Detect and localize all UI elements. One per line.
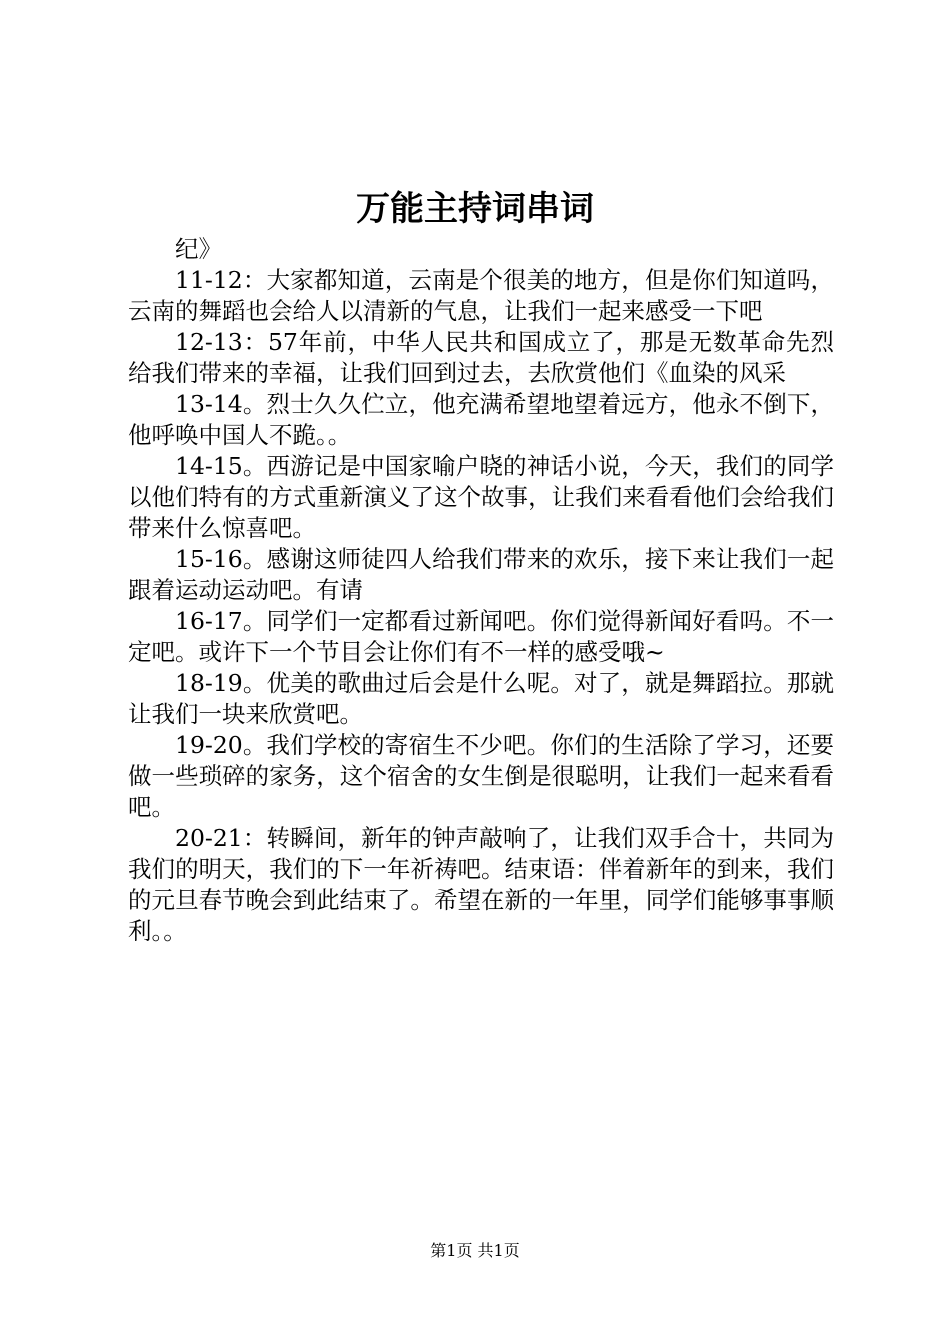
paragraph: 19-20。我们学校的寄宿生不少吧。你们的生活除了学习，还要做一些琐碎的家务，这个宿舍的女生倒是很聪明，让我们一起来看看吧。 (128, 731, 834, 821)
paragraph: 纪》 (175, 235, 222, 263)
paragraph: 13-14。烈士久久伫立，他充满希望地望着远方，他永不倒下，他呼唤中国人不跪。。 (128, 390, 834, 449)
paragraph: 12-13：57年前，中华人民共和国成立了，那是无数革命先烈给我们带来的幸福，让我们回到过去，去欣赏他们《血染的风采 (128, 328, 834, 387)
document-title: 万能主持词串词 (356, 189, 594, 229)
paragraph: 16-17。同学们一定都看过新闻吧。你们觉得新闻好看吗。不一定吧。或许下一个节目会让你们有不一样的感受哦~ (128, 607, 834, 666)
paragraph: 20-21：转瞬间，新年的钟声敲响了，让我们双手合十，共同为我们的明天，我们的下一年祈祷吧。结束语：伴着新年的到来，我们的元旦春节晚会到此结束了。希望在新的一年里，同学们能够事事顺利。。 (128, 824, 834, 945)
page-footer: 第1页 共1页 (430, 1241, 520, 1260)
paragraph: 14-15。西游记是中国家喻户晓的神话小说，今天，我们的同学以他们特有的方式重新演义了这个故事，让我们来看看他们会给我们带来什么惊喜吧。 (128, 452, 834, 542)
paragraph: 11-12：大家都知道，云南是个很美的地方，但是你们知道吗，云南的舞蹈也会给人以清新的气息，让我们一起来感受一下吧 (128, 266, 834, 325)
paragraph: 15-16。感谢这师徒四人给我们带来的欢乐，接下来让我们一起跟着运动运动吧。有请 (128, 545, 834, 604)
paragraph: 18-19。优美的歌曲过后会是什么呢。对了，就是舞蹈拉。那就让我们一块来欣赏吧。 (128, 669, 834, 728)
document-body (128, 234, 834, 947)
